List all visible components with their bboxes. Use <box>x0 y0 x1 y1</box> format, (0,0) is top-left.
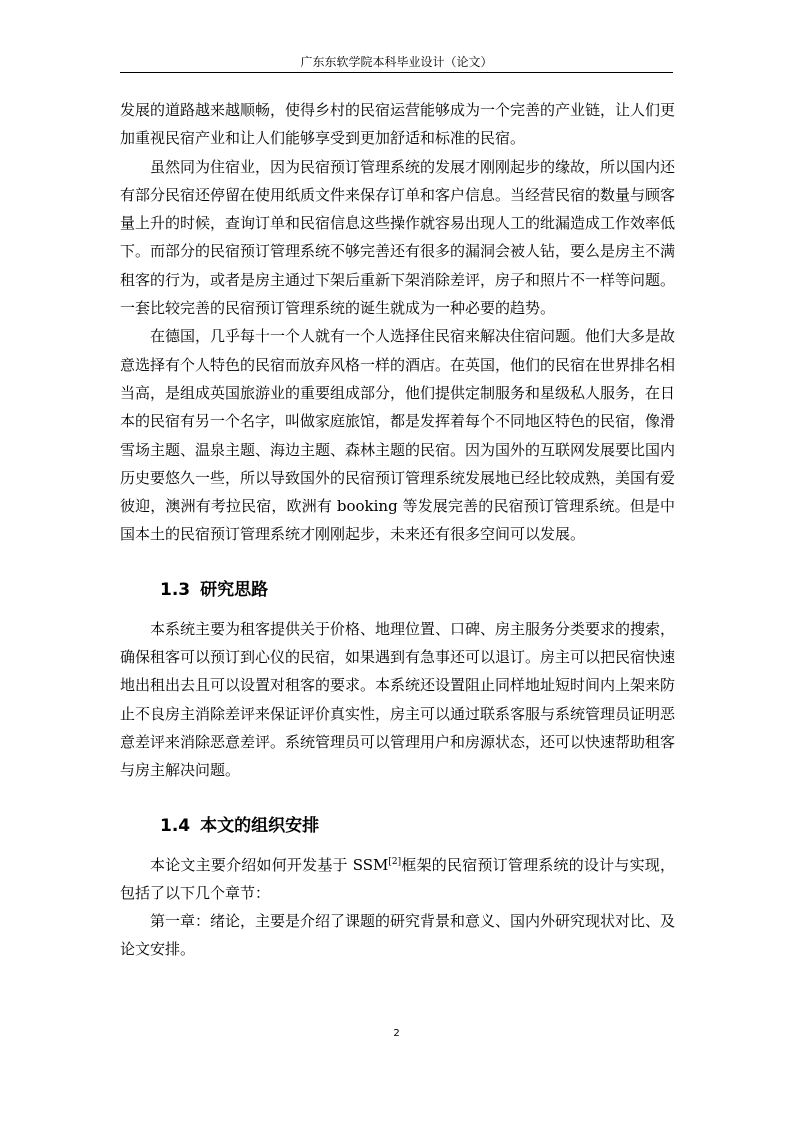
page-body <box>120 96 675 964</box>
section-number: 1.4 <box>160 815 191 836</box>
text-run: 框架的民宿预订管理系统的设计与实现，包括了以下几个章节： <box>120 855 675 902</box>
paragraph-organization-intro <box>120 851 675 908</box>
paragraph-domestic-status: 虽然同为住宿业，因为民宿预订管理系统的发展才刚刚起步的缘故，所以国内还有部分民宿还停留在使用纸质文件来保存订单和客户信息。当经营民宿的数量与顾客量上升的时候，查询订单和民宿信息这些操作就容易出现人工的纰漏造成工作效率低下。而部分的民宿预订管理系统不够完善还有很多的漏洞会被人钻，要么是房主不满租客的行为，或者是房主通过下架后重新下架消除差评，房子和照片不一样等问题。一套比较完善的民宿预订管理系统的诞生就成为一种必要的趋势。 <box>120 157 676 318</box>
section-title: 本文的组织安排 <box>200 815 320 836</box>
paragraph-research-approach: 本系统主要为租客提供关于价格、地理位置、口碑、房主服务分类要求的搜索，确保租客可以预订到心仪的民宿，如果遇到有急事还可以退订。房主可以把民宿快速地出租出去且可以设置对租客的要求。本系统还设置阻止同样地址短时间内上架来防止不良房主消除差评来保证评价真实性，房主可以通过联系客服与系统管理员证明恶意差评来消除恶意差评。系统管理员可以管理用户和房源状态，还可以快速帮助租客与房主解决问题。 <box>120 619 676 780</box>
paragraph-foreign-status: 在德国，几乎每十一个人就有一个人选择住民宿来解决住宿问题。他们大多是故意选择有个人特色的民宿而放弃风格一样的酒店。在英国，他们的民宿在世界排名相当高，是组成英国旅游业的重要组成部分，他们提供定制服务和星级私人服务，在日本的民宿有另一个名字，叫做家庭旅馆，都是发挥着每个不同地区特色的民宿，像滑雪场主题、温泉主题、海边主题、森林主题的民宿。因为国外的互联网发展要比国内历史要悠久一些，所以导致国外的民宿预订管理系统发展地已经比较成熟，美国有爱彼迎，澳洲有考拉民宿，欧洲有 booking 等发展完善的民宿预订管理系统。但是中国本土的民宿预订管理系统才刚刚起步，未来还有很多空间可以发展。 <box>120 327 676 544</box>
paragraph-chapter-one: 第一章：绪论，主要是介绍了课题的研究背景和意义、国内外研究现状对比、及论文安排。 <box>120 912 676 959</box>
section-title: 研究思路 <box>200 579 269 600</box>
page-number: 2 <box>393 1028 400 1039</box>
paragraph-continuation: 发展的道路越来越顺畅，使得乡村的民宿运营能够成为一个完善的产业链，让人们更加重视民宿产业和让人们能够享受到更加舒适和标准的民宿。 <box>120 101 676 148</box>
page-header: 广东东软学院本科毕业设计（论文） <box>300 55 493 69</box>
header-rule <box>120 72 673 73</box>
section-heading-1-3 <box>120 575 675 605</box>
section-number: 1.3 <box>160 579 191 600</box>
text-run: 本论文主要介绍如何开发基于 SSM <box>150 855 389 874</box>
citation-ref: [2] <box>388 856 402 867</box>
section-heading-1-4 <box>120 811 675 841</box>
